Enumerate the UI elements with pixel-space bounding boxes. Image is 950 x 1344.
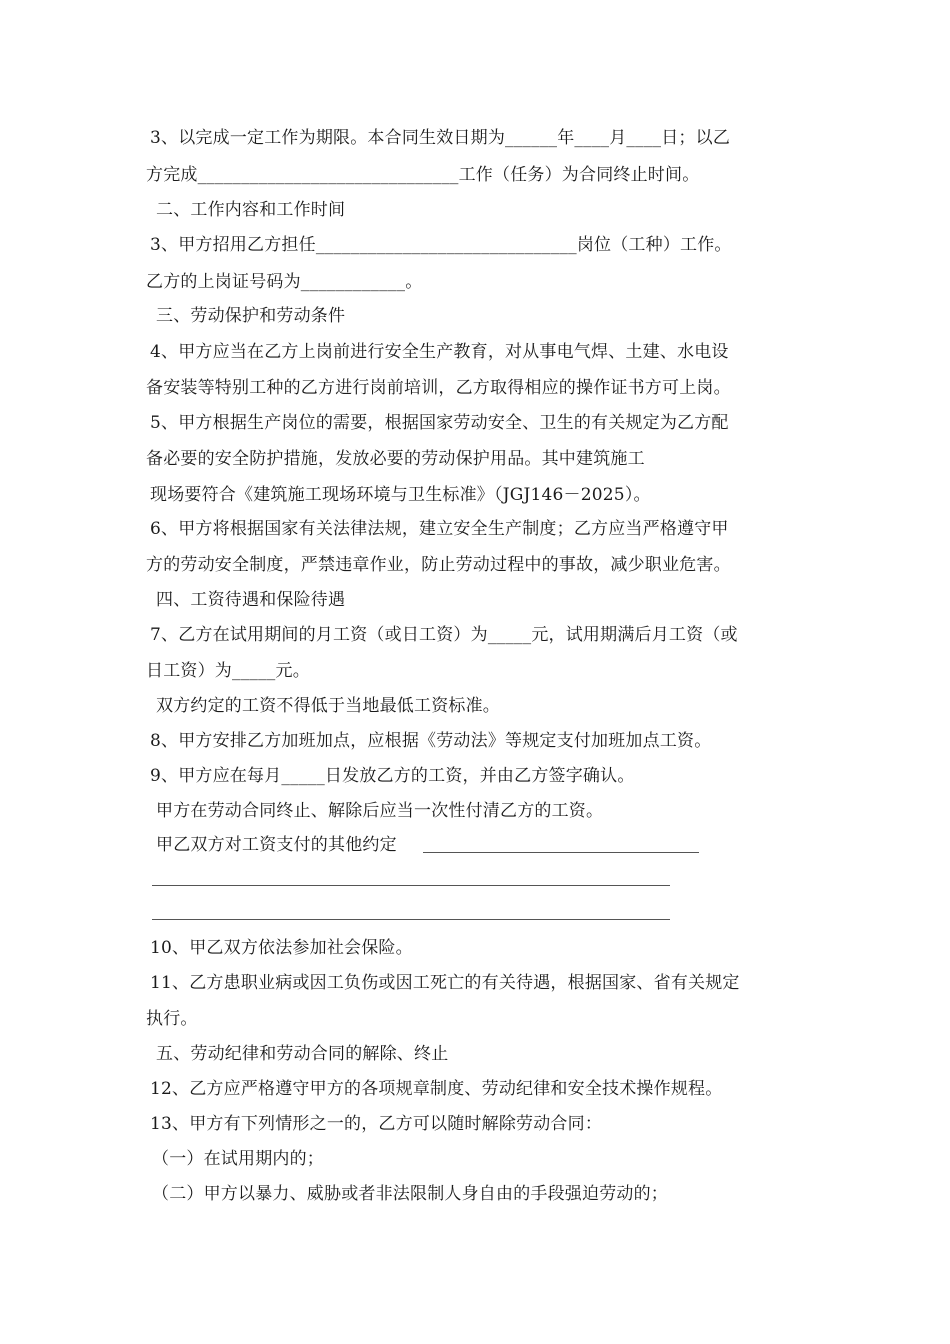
clause-9-line: 9、甲方应在每月_____日发放乙方的工资，并由乙方签字确认。	[150, 766, 635, 786]
section-heading-4: 四、工资待遇和保险待遇	[156, 590, 346, 610]
clause-6-line-2: 方的劳动安全制度，严禁违章作业，防止劳动过程中的事故，减少职业危害。	[146, 555, 731, 575]
clause-5-line-2: 备必要的安全防护措施，发放必要的劳动保护用品。其中建筑施工	[146, 449, 645, 469]
clause-6-line-1: 6、甲方将根据国家有关法律法规，建立安全生产制度；乙方应当严格遵守甲	[150, 519, 729, 539]
clause-10-line: 10、甲乙双方依法参加社会保险。	[150, 938, 413, 958]
clause-11-line-1: 11、乙方患职业病或因工负伤或因工死亡的有关待遇，根据国家、省有关规定	[150, 973, 740, 993]
clause-12-line: 12、乙方应严格遵守甲方的各项规章制度、劳动纪律和安全技术操作规程。	[150, 1079, 723, 1099]
clause-13-item-2: （二）甲方以暴力、威胁或者非法限制人身自由的手段强迫劳动的；	[152, 1184, 668, 1204]
section-heading-3: 三、劳动保护和劳动条件	[156, 306, 346, 326]
clause-8-line: 8、甲方安排乙方加班加点，应根据《劳动法》等规定支付加班加点工资。	[150, 731, 712, 751]
fill-in-blank-line	[152, 885, 670, 886]
clause-4-line-1: 4、甲方应当在乙方上岗前进行安全生产教育，对从事电气焊、土建、水电设	[150, 342, 729, 362]
clause-7-line-2: 日工资）为_____元。	[146, 661, 310, 681]
clause-3-line-2: 方完成______________________________工作（任务）为合同终止时间。	[146, 165, 700, 185]
clause-13-item-1: （一）在试用期内的；	[152, 1149, 324, 1169]
clause-11-line-2: 执行。	[146, 1009, 198, 1029]
other-wage-terms-line: 甲乙双方对工资支付的其他约定	[156, 835, 397, 855]
clause-5-line-1: 5、甲方根据生产岗位的需要，根据国家劳动安全、卫生的有关规定为乙方配	[150, 413, 729, 433]
clause-3b-line-1: 3、甲方招用乙方担任______________________________岗位（工种）工作。	[150, 235, 732, 255]
wage-settlement-line: 甲方在劳动合同终止、解除后应当一次性付清乙方的工资。	[156, 801, 604, 821]
fill-in-blank-line	[423, 852, 699, 853]
fill-in-blank-line	[152, 919, 670, 920]
clause-13-line: 13、甲方有下列情形之一的，乙方可以随时解除劳动合同：	[150, 1114, 603, 1134]
clause-3b-line-2: 乙方的上岗证号码为____________。	[146, 272, 423, 292]
clause-7-line-1: 7、乙方在试用期间的月工资（或日工资）为_____元，试用期满后月工资（或	[150, 625, 738, 645]
section-heading-2: 二、工作内容和工作时间	[156, 200, 346, 220]
wage-standard-line: 双方约定的工资不得低于当地最低工资标准。	[156, 696, 500, 716]
clause-4-line-2: 备安装等特别工种的乙方进行岗前培训，乙方取得相应的操作证书方可上岗。	[146, 378, 731, 398]
section-heading-5: 五、劳动纪律和劳动合同的解除、终止	[156, 1044, 449, 1064]
clause-3-line-1: 3、以完成一定工作为期限。本合同生效日期为______年____月____日；以乙	[150, 128, 731, 148]
clause-5-line-3: 现场要符合《建筑施工现场环境与卫生标准》（JGJ146－2025）。	[150, 485, 651, 505]
